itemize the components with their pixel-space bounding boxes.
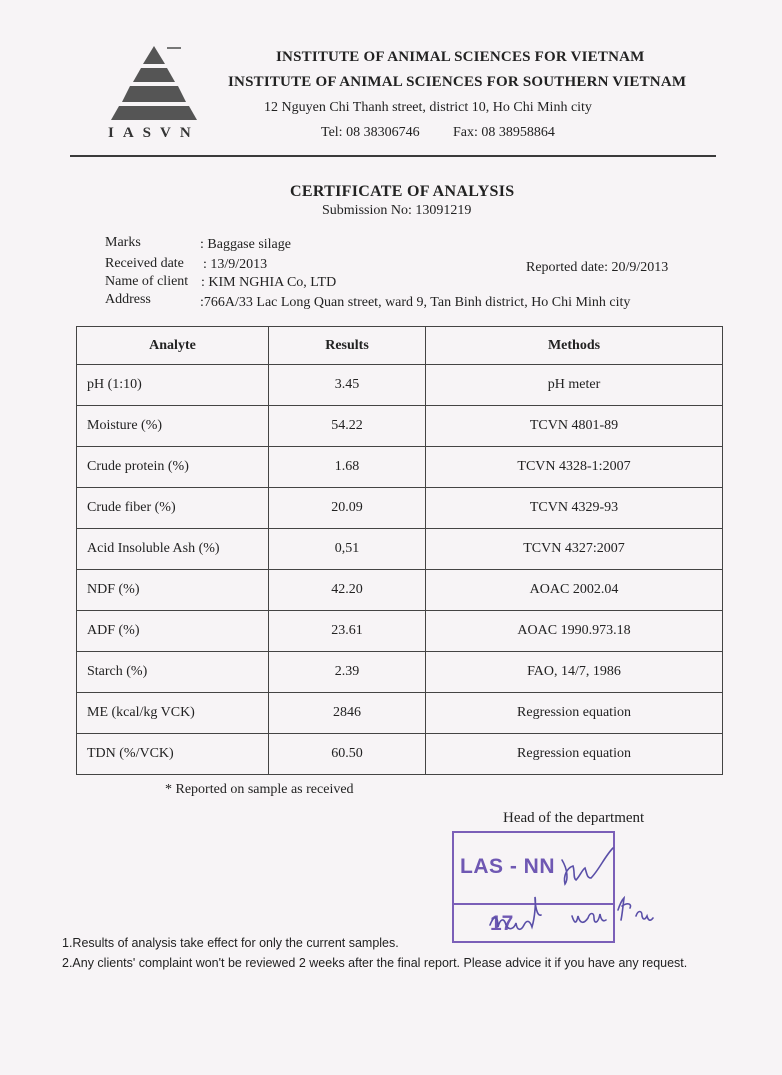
analyte-cell: Starch (%) <box>77 652 269 693</box>
submission-number: Submission No: 13091219 <box>322 203 472 218</box>
result-cell: 20.09 <box>269 488 426 529</box>
lab-stamp-number: 17 <box>490 912 514 935</box>
table-row <box>77 611 723 652</box>
result-cell: 60.50 <box>269 734 426 775</box>
address-value: :766A/33 Lac Long Quan street, ward 9, Tan Binh district, Ho Chi Minh city <box>200 295 631 310</box>
method-cell: FAO, 14/7, 1986 <box>426 652 723 693</box>
institute-address: 12 Nguyen Chi Thanh street, district 10, Ho Chi Minh city <box>264 100 592 115</box>
lab-stamp-text: LAS - NN <box>460 855 555 878</box>
method-cell: TCVN 4328-1:2007 <box>426 447 723 488</box>
analyte-cell: pH (1:10) <box>77 365 269 406</box>
header-methods: Methods <box>426 327 723 365</box>
analyte-cell: Acid Insoluble Ash (%) <box>77 529 269 570</box>
institute-fax: Fax: 08 38958864 <box>453 125 555 140</box>
analyte-cell: Moisture (%) <box>77 406 269 447</box>
analyte-cell: Crude fiber (%) <box>77 488 269 529</box>
table-row <box>77 734 723 775</box>
client-name-label: Name of client <box>105 274 189 289</box>
institute-tel: Tel: 08 38306746 <box>321 125 420 140</box>
table-row <box>77 488 723 529</box>
table-header-row <box>77 327 723 365</box>
analyte-cell: NDF (%) <box>77 570 269 611</box>
result-cell: 2846 <box>269 693 426 734</box>
table-row <box>77 529 723 570</box>
table-row <box>77 406 723 447</box>
analyte-cell: ADF (%) <box>77 611 269 652</box>
header-analyte: Analyte <box>77 327 269 365</box>
result-cell: 54.22 <box>269 406 426 447</box>
result-cell: 2.39 <box>269 652 426 693</box>
table-row <box>77 365 723 406</box>
received-date-value: : 13/9/2013 <box>203 257 268 272</box>
method-cell: TCVN 4801-89 <box>426 406 723 447</box>
method-cell: Regression equation <box>426 734 723 775</box>
result-cell: 42.20 <box>269 570 426 611</box>
letterhead-divider <box>70 155 716 157</box>
analyte-cell: ME (kcal/kg VCK) <box>77 693 269 734</box>
head-of-department-label: Head of the department <box>503 810 645 826</box>
results-table <box>76 326 723 775</box>
method-cell: TCVN 4327:2007 <box>426 529 723 570</box>
analyte-cell: Crude protein (%) <box>77 447 269 488</box>
analyte-cell: TDN (%/VCK) <box>77 734 269 775</box>
sample-note: * Reported on sample as received <box>165 782 354 797</box>
logo-text: IASVN <box>108 125 200 141</box>
results-table-body <box>77 365 723 775</box>
table-row <box>77 652 723 693</box>
institute-name-primary: INSTITUTE OF ANIMAL SCIENCES FOR VIETNAM <box>276 49 645 65</box>
reported-date: Reported date: 20/9/2013 <box>526 260 669 275</box>
marks-value: : Baggase silage <box>200 237 291 252</box>
result-cell: 0,51 <box>269 529 426 570</box>
marks-label: Marks <box>105 235 141 250</box>
footnote-1: 1.Results of analysis take effect for only the current samples. <box>62 936 399 950</box>
address-label: Address <box>105 292 151 307</box>
method-cell: Regression equation <box>426 693 723 734</box>
institute-name-southern: INSTITUTE OF ANIMAL SCIENCES FOR SOUTHERN VIETNAM <box>228 74 687 90</box>
result-cell: 3.45 <box>269 365 426 406</box>
table-row <box>77 447 723 488</box>
table-row <box>77 693 723 734</box>
received-date-label: Received date <box>105 256 184 271</box>
client-name-value: : KIM NGHIA Co, LTD <box>201 275 337 290</box>
certificate-title: CERTIFICATE OF ANALYSIS <box>290 183 515 200</box>
table-row <box>77 570 723 611</box>
method-cell: TCVN 4329-93 <box>426 488 723 529</box>
result-cell: 23.61 <box>269 611 426 652</box>
footnote-2: 2.Any clients' complaint won't be reviewed 2 weeks after the final report. Please advice it if you have any request. <box>62 956 688 970</box>
method-cell: pH meter <box>426 365 723 406</box>
result-cell: 1.68 <box>269 447 426 488</box>
method-cell: AOAC 1990.973.18 <box>426 611 723 652</box>
method-cell: AOAC 2002.04 <box>426 570 723 611</box>
handwritten-signature <box>440 830 690 950</box>
header-results: Results <box>269 327 426 365</box>
